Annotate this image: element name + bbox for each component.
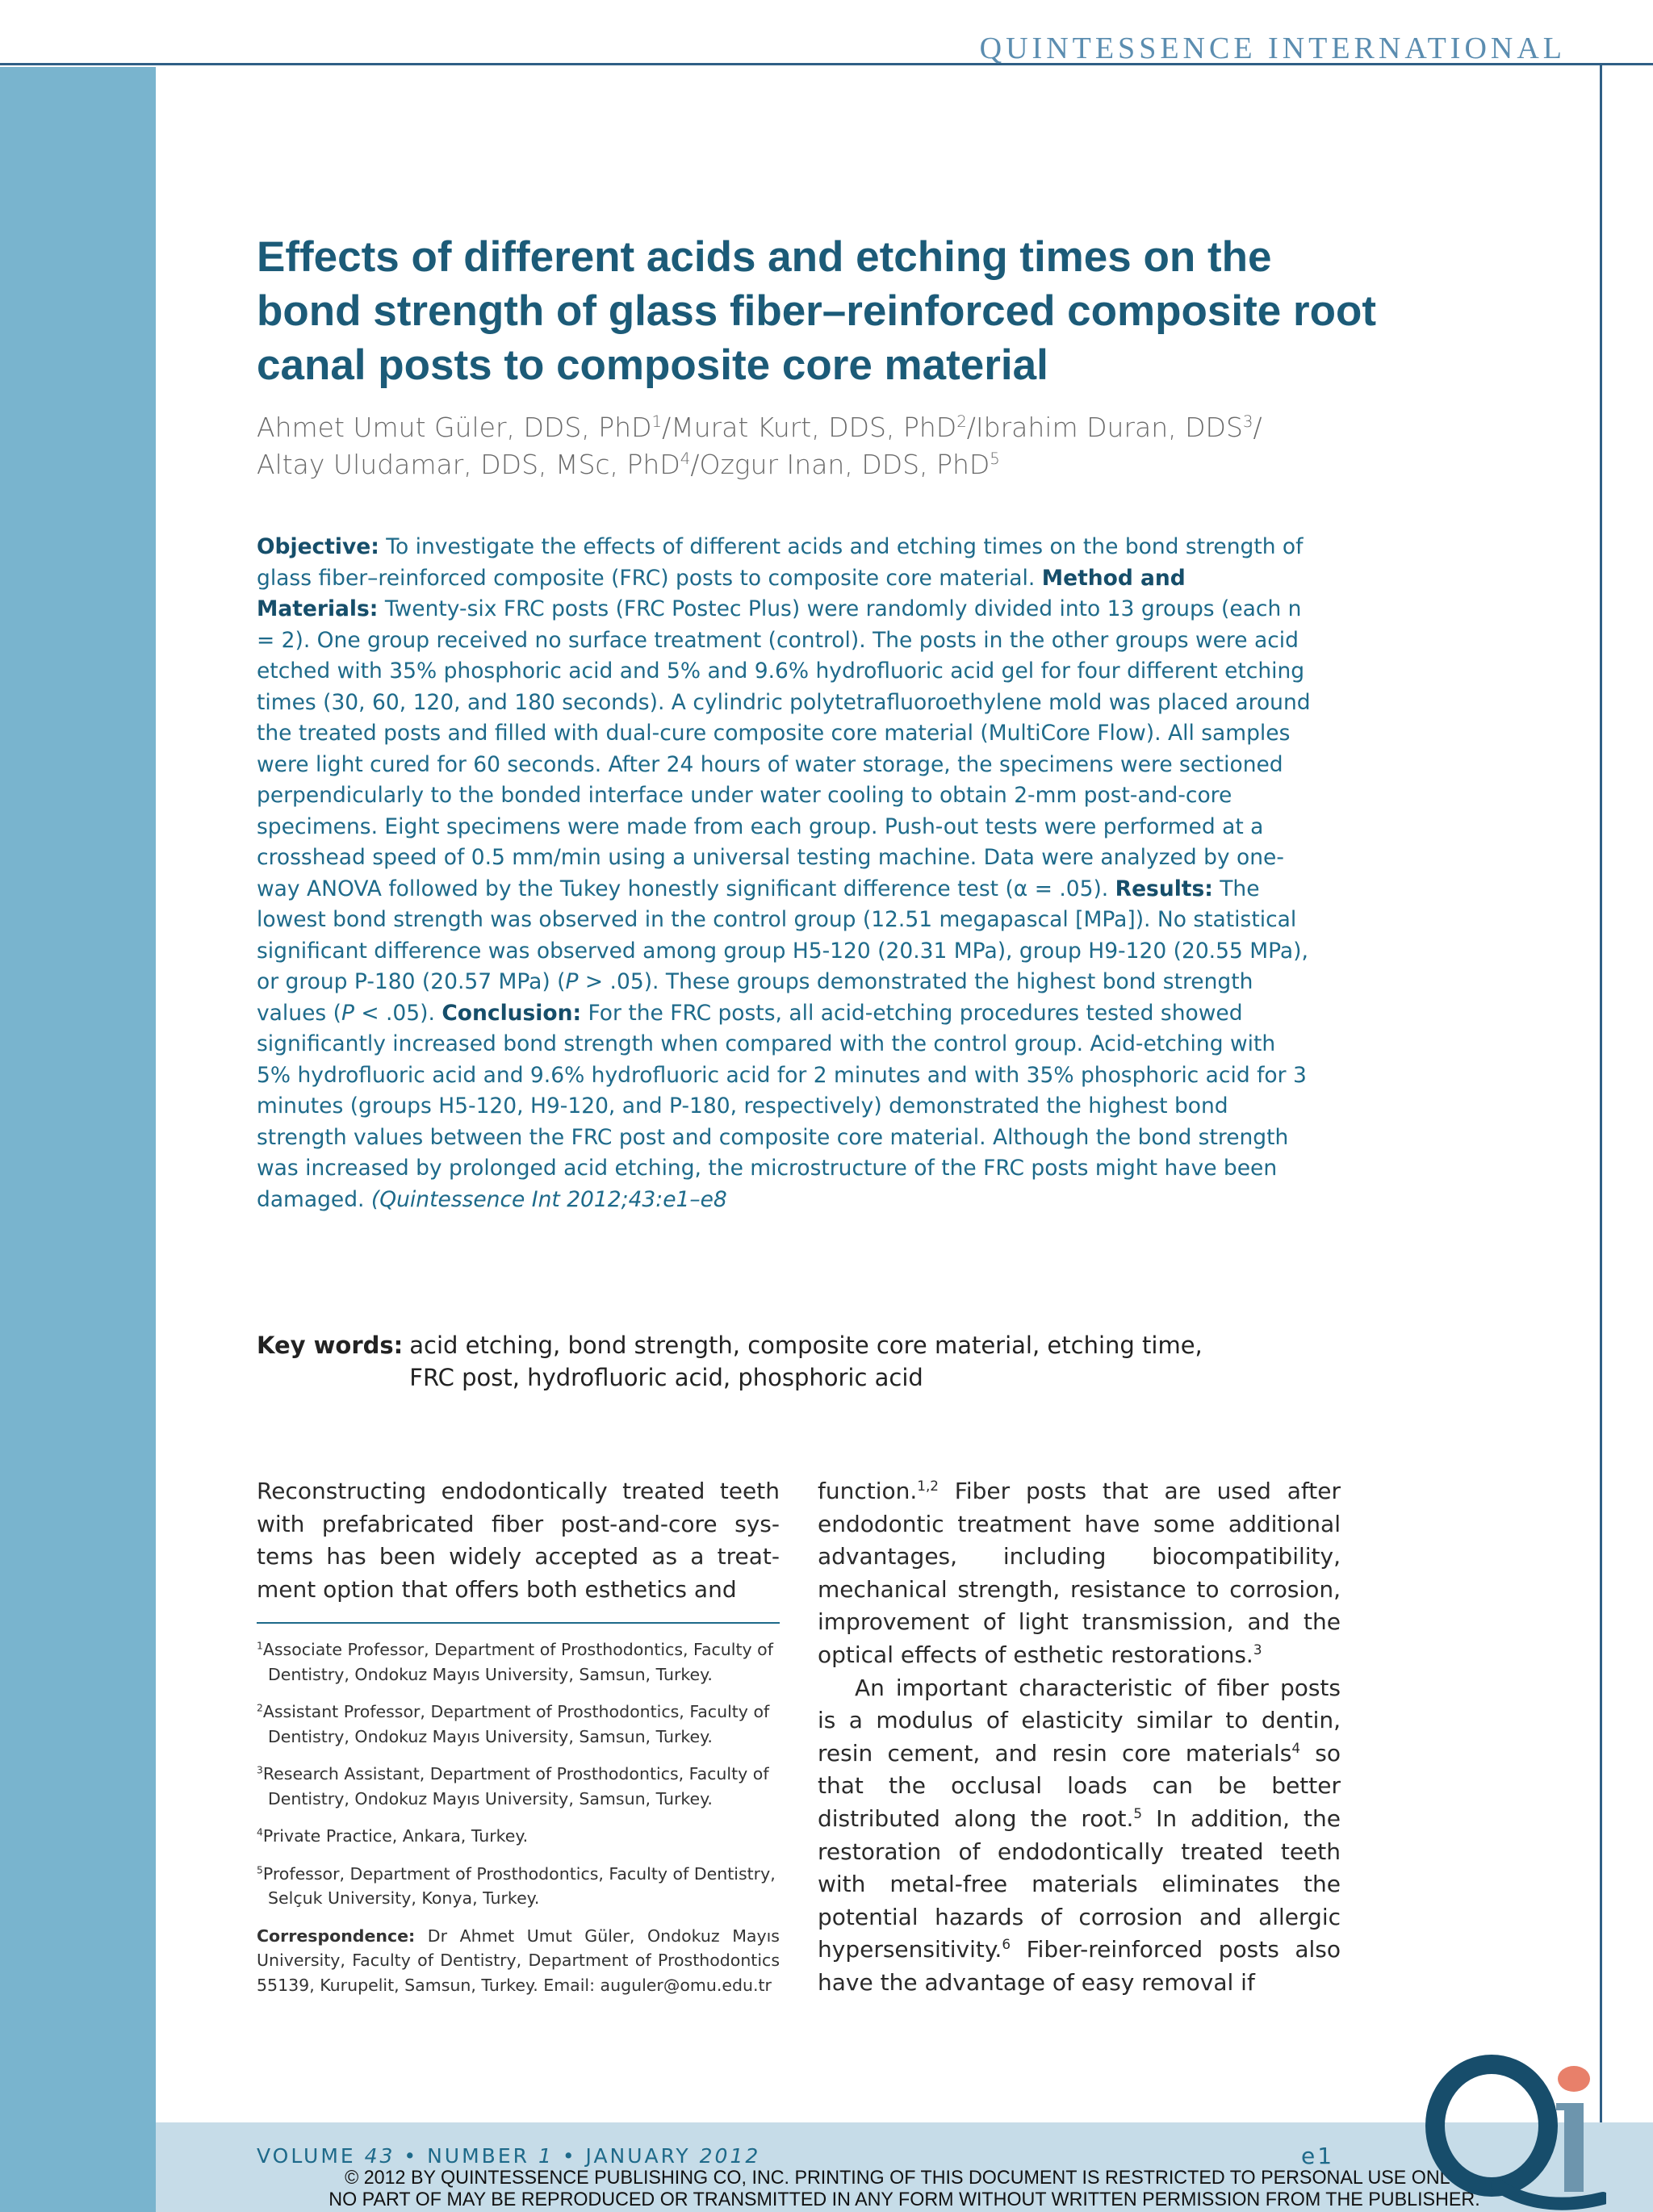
keywords-label: Key words: — [257, 1332, 404, 1359]
keywords-text: acid etching, bond strength, composite core material, etching time, FRC post, hydrofluoric acid, phosphoric acid — [409, 1332, 1203, 1391]
conclusion-label: Conclusion: — [441, 1000, 582, 1026]
body-column-2 — [818, 1475, 1341, 2000]
footnote-rule — [257, 1622, 780, 1624]
qi-logo-icon — [1421, 2040, 1606, 2212]
author-5: Ozgur Inan, DDS, PhD — [699, 449, 990, 480]
method-label: Method and Materials: — [257, 565, 1186, 621]
objective-text: To investigate the effects of different acids and etching times on the bond strength of glass fiber–reinforced composite (FRC) posts to composite core material. — [257, 534, 1304, 591]
author-list: Ahmet Umut Güler, DDS, PhD$^1$/Murat Kurt, DDS, PhD$^2$/Ibrahim Duran, DDS$^3$/ Altay Uludamar, DDS, MSc, PhD$^4$/Ozgur Inan, DDS, PhD$^5$ — [257, 412, 1262, 480]
body-column-1: Reconstructing endodontically treated teeth with prefabricated fiber post-and-core systems has been widely accepted as a treatment option that offers both esthetics and — [257, 1478, 780, 1603]
abstract — [257, 532, 1314, 1215]
author-4: Altay Uludamar, DDS, MSc, PhD — [257, 449, 680, 480]
conclusion-text: For the FRC posts, all acid-etching procedures tested showed significantly increased bond strength when compared with the control group. Acid-etching with 5% hydrofluoric acid and 9.6% hydrofluoric acid for 2 minutes and with 35% phosphoric acid for 3 minutes (groups H5-120, H9-120, and P-180, respectively) demonstrated the highest bond strength values between the FRC post and composite core material. Although the bond strength was increased by prolonged acid etching, the microstructure of the FRC posts might have been damaged. — [257, 1000, 1307, 1212]
affiliation-3: $^3$Research Assistant, Department of Prosthodontics, Faculty of Dentistry, Ondokuz Mayıs University, Samsun, Turkey. — [257, 1764, 769, 1808]
author-1: Ahmet Umut Güler, DDS, PhD — [257, 412, 652, 443]
correspondence: Correspondence: Dr Ahmet Umut Güler, Ondokuz Mayıs University, Faculty of Dentistry, Department of Prosthodontics 55139, Kurupelit, Samsun, Turkey. Email: auguler@omu.edu.tr — [257, 1926, 780, 1995]
author-2: Murat Kurt, DDS, PhD — [671, 412, 957, 443]
affiliation-2: $^2$Assistant Professor, Department of Prosthodontics, Faculty of Dentistry, Ondokuz Mayıs University, Samsun, Turkey. — [257, 1702, 770, 1746]
affiliations — [257, 1637, 780, 1997]
article-title: Effects of different acids and etching times on the bond strength of glass fiber–reinforced composite root canal posts to composite core material — [257, 233, 1376, 389]
issue-info: VOLUME 43 • NUMBER 1 • JANUARY 2012 — [257, 2144, 761, 2168]
objective-label: Objective: — [257, 534, 379, 559]
right-margin-rule — [1600, 63, 1602, 2145]
left-color-bar — [0, 67, 156, 2212]
affiliation-4: $^4$Private Practice, Ankara, Turkey. — [257, 1826, 529, 1846]
author-3: Ibrahim Duran, DDS — [975, 412, 1243, 443]
affiliation-1: $^1$Associate Professor, Department of Prosthodontics, Faculty of Dentistry, Ondokuz Mayıs University, Samsun, Turkey. — [257, 1640, 773, 1684]
copyright-notice: © 2012 BY QUINTESSENCE PUBLISHING CO, INC. PRINTING OF THIS DOCUMENT IS RESTRICTED TO PERSONAL USE ONLY. NO PART OF MAY BE REPRODUCED OR TRANSMITTED IN ANY FORM WITHOUT WRITTEN PERMISSION FROM THE PUBLISHER. — [329, 2167, 1480, 2210]
affiliation-5: $^5$Professor, Department of Prosthodontics, Faculty of Dentistry, Selçuk University, Konya, Turkey. — [257, 1863, 776, 1908]
method-text: Twenty-six FRC posts (FRC Postec Plus) were randomly divided into 13 groups (each n = 2). One group received no surface treatment (control). The posts in the other groups were acid etched with 35% phosphoric acid and 5% and 9.6% hydrofluoric acid gel for four different etching times (30, 60, 120, and 180 seconds). A cylindric polytetrafluoroethylene mold was placed around the treated posts and filled with dual-cure composite core material (MultiCore Flow). All samples were light cured for 60 seconds. After 24 hours of water storage, the specimens were sectioned perpendicularly to the bonded interface under water cooling to obtain 2-mm post-and-core specimens. Eight specimens were made from each group. Push-out tests were performed at a crosshead speed of 0.5 mm/min using a universal testing machine. Data were analyzed by one-way ANOVA followed by the Tukey honestly significant difference test (α = .05). — [257, 596, 1311, 901]
results-text: The lowest bond strength was observed in the control group (12.51 megapascal [MPa]). No statistical significant difference was observed among group H5-120 (20.31 MPa), group H9-120 (20.55 MPa), or group P-180 (20.57 MPa) (P > .05). These groups demonstrated the highest bond strength values (P < .05). — [257, 876, 1308, 1026]
page-number: e1 — [1301, 2143, 1335, 2169]
body-paragraph-1: function.$^{1,2}$ Fiber posts that are used after endodontic treatment have some additional advantages, including biocompatibility, mechanical strength, resistance to corrosion, improvement of light transmission, and the optical effects of esthetic restorations.$^3$ — [818, 1477, 1341, 1668]
results-label: Results: — [1115, 876, 1213, 901]
body-paragraph-2: An important characteristic of fiber posts is a modulus of elasticity similar to dentin, resin cement, and resin core materials$^4$ so that the occlusal loads can be better distributed along the root.$^5$ In addition, the restoration of endodontically treated teeth with metal-free materials eliminates the potential hazards of corrosion and allergic hypersensitivity.$^6$ Fiber-reinforced posts also have the advantage of easy removal if — [818, 1674, 1341, 1996]
citation: (Quintessence Int 2012;43:e1–e8 — [370, 1186, 727, 1212]
keywords — [257, 1329, 1354, 1394]
journal-name: QUINTESSENCE INTERNATIONAL — [979, 31, 1566, 65]
